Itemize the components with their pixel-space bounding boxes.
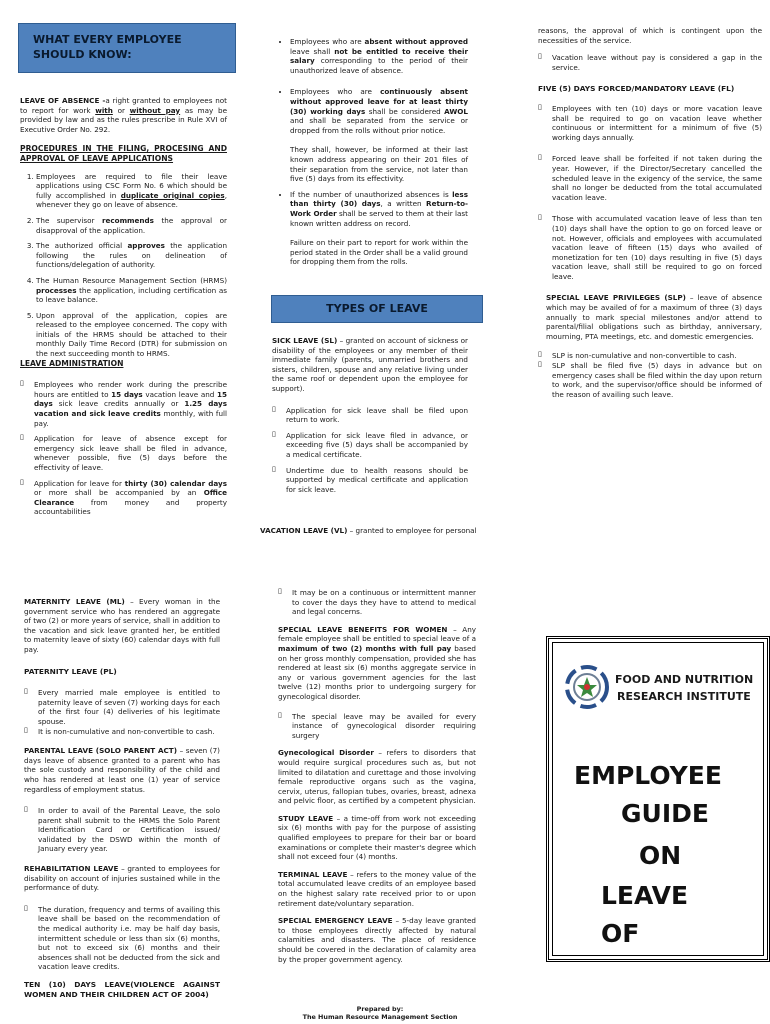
text: – Any female employee shall be entitled to special leave of a [278,624,476,644]
types-of-leave-title: TYPES OF LEAVE [326,302,428,315]
text: with [95,105,113,115]
list-item: ▯ Those with accumulated vacation leave of less than ten (10) days shall have the option to go on forced leave or not. However, officials and employees with accumulated vacation leave of fifteen (15) days who availed of monetization for ten (10) days resulting in five (5) days vacation leave, shall still be required to go on forced leave. [552,214,762,281]
text: Employees who are [290,87,381,97]
text: Office Clearance [34,488,227,507]
text: – granted to employees for disability on account of injuries sustained while in the performance of duty. [24,864,220,893]
special-emergency-leave-paragraph [278,916,476,964]
fnri-logo-icon [565,665,609,709]
text: Gynecological Disorder [278,748,374,758]
header-title-line2: SHOULD KNOW: [33,48,132,61]
text: duplicate original copies [120,190,225,200]
text: thirty (30) calendar days [124,478,227,488]
vl-gap-list [538,53,762,72]
cover-title-line5-clip [601,919,681,948]
text: – Every woman in the government service who has rendered an aggregate of two (2) or more years of service, shall in addition to the vacation and sick leave granted her, be entitled to maternity leave of sixty (60) calendar days with full pay. [24,597,220,654]
text: The supervisor [36,215,102,225]
list-item [36,276,227,305]
cover-title-line1: EMPLOYEE [574,761,722,790]
column-4 [24,597,220,999]
text: – refers to disorders that would require surgical procedures such as, but not limited to dilatation and curettage and those involving female reproductive organs such as the vagina, cervix, uterus, fallopian tubes, ovaries, breast, adnexa and pelvic floor, as certified by a competent physician. [278,748,476,806]
text: TERMINAL LEAVE [278,869,348,879]
terminal-leave-paragraph [278,870,476,908]
text: 15 days [34,389,227,409]
cover-panel [546,636,770,962]
prepared-by-label: Prepared by: [356,1005,404,1013]
absence-rules-list [272,37,468,267]
text: vacation leave and [142,389,217,399]
text: the application, including certification as to leave balance. [36,285,227,305]
prepared-by-block [290,1005,470,1021]
list-item [290,37,468,75]
text: – granted on account of sickness or disability of the employees or any member of their immediate family (parents, unmarried brothers and sisters, children, spouse and any relative living under the same roof or dependent upon the employee for support). [272,336,469,393]
column-1 [20,96,227,523]
cover-title-line3: ON [639,841,682,870]
institute-line1: FOOD AND NUTRITION [615,673,754,686]
leave-of-absence-paragraph [20,96,227,134]
gynecological-disorder-paragraph [278,748,476,806]
text: , a written [380,199,427,209]
list-item [36,216,227,235]
text: or more shall be accompanied by an [34,488,204,498]
paternity-leave-heading: PATERNITY LEAVE (PL) [24,666,117,676]
cover-inner-border [552,642,764,956]
list-item: ▯ Application for sick leave shall be filed upon return to work. [286,406,468,425]
sick-leave-paragraph [272,336,468,394]
institute-name [615,671,753,705]
list-item: ▯ SLP is non-cumulative and non-convertible to cash. [552,351,762,361]
rehabilitation-leave-paragraph [24,864,220,893]
slp-list [538,351,762,399]
list-item: ▯ Vacation leave without pay is considered a gap in the service. [552,53,762,72]
text: VACATION LEAVE (VL) [260,526,348,535]
rehabilitation-list [24,905,220,972]
vacation-leave-line [260,526,490,536]
awol-note: They shall, however, be informed at their last known address appearing on their 201 files of their separation from the service, not later than five (5) days from its effectivity. [290,145,468,184]
text: 1.25 days vacation and sick leave credits [34,399,227,419]
column-2 [272,37,468,273]
text: based on her gross monthly compensation, provided she has rendered at least six (6) months aggregate service in any or various government agencies for the last twelve (12) months prior to undergoing surgery for gynecological disorder. [278,643,476,701]
vawc-continued-list [278,588,476,617]
study-leave-paragraph [278,814,476,862]
list-item [34,380,227,428]
institute-line2: RESEARCH INSTITUTE [617,690,751,703]
list-item: 5. Upon approval of the application, copies are released to the employee concerned. The copy with initials of the HRMS should be attached to their monthly Daily Time Record (DTR) for submission on the next succeeding month to HRMS. [36,311,227,359]
text: Return-to-Work Order [290,199,468,218]
text: and shall be separated from the service or dropped from the rolls without prior notice. [290,116,468,135]
text: – seven (7) days leave of absence granted to a parent who has the sole custody and responsibility of the child and who has rendered at least one (1) year of service regardless of employment status. [24,746,220,794]
solo-parent-list [24,806,220,854]
list-item: ▯ Application for sick leave filed in advance, or exceeding five (5) days shall be accompanied by a medical certificate. [286,431,468,460]
text: the application following the rules on delineation of functions/delegation of authority. [36,241,227,270]
text: – refers to the money value of the total accumulated leave credits of an employee based on the highest salary rate received prior to or upon retirement date/voluntary separation. [278,869,476,908]
slp-paragraph [538,293,762,341]
paternity-leave-list [24,688,220,736]
text: The authorized official [36,241,128,251]
text: monthly, with full pay. [34,409,227,428]
text: SICK LEAVE (SL) [272,336,338,345]
text: Employees who are [290,37,365,46]
text: If the number of unauthorized absences is [290,189,453,199]
text: without pay [129,105,181,115]
list-item [34,479,227,517]
text: STUDY LEAVE [278,813,334,823]
sick-leave-list [272,406,468,495]
list-item: ▯ Application for leave of absence except for emergency sick leave shall be filed in advance, whenever possible, five (5) days before the effectivity of leave. [34,434,227,472]
text: AWOL [444,106,468,116]
text: – 5-day leave granted to those employees directly affected by natural calamities and disasters. The place of residence should be covered in the declaration of calamity area by the proper government agency. [278,916,476,964]
special-leave-women-list [278,712,476,741]
text: recommends [101,215,154,225]
list-item: ▯ SLP shall be filed five (5) days in advance but on emergency cases shall be filed within the day upon return to work, and the supervisor/office should be informed of the reason of availing such leave. [552,361,762,399]
list-item [36,172,227,210]
list-item: ▯ Employees with ten (10) days or more vacation leave shall be required to go on vacation leave whether continuous or intermittent for a minimum of five (5) working days annually. [552,104,762,142]
column-3 [538,26,762,405]
text: SPECIAL EMERGENCY LEAVE [278,916,393,926]
special-leave-women-paragraph [278,625,476,702]
text: shall be served to them at their last known written address on record. [290,208,468,228]
text: a right granted to employees not to report for work [20,96,227,115]
text: Employees are required to file their leave applications using CSC Form No. 6 which should be fully accomplished in [36,171,227,200]
text: absent without approved [364,37,468,46]
dropping-note: Failure on their part to report for work within the period stated in the Order shall be a valid ground for dropping them from the rolls. [290,238,468,267]
list-item: ▯ The special leave may be availed for every instance of gynecological disorder requiring surgery [292,712,476,741]
text: continuously absent without approved leave for at least thirty (30) working days [290,87,468,116]
cover-title-line2: GUIDE [621,799,709,828]
forced-leave-list [538,104,762,282]
text: Employees who render work during the prescribe hours are entitled to [34,380,227,399]
list-item: ▯ Every married male employee is entitled to paternity leave of seven (7) working days for each of the first four (4) deliveries of his legitimate spouse. [38,688,220,726]
prepared-by-org: The Human Resource Management Section [302,1013,458,1021]
vawc-heading: TEN (10) DAYS LEAVE(VIOLENCE AGAINST WOMEN AND THEIR CHILDREN ACT OF 2004) [24,980,220,999]
text: , whenever they go on leave of absence. [36,190,227,210]
maternity-leave-paragraph [24,597,220,655]
solo-parent-paragraph [24,746,220,794]
text: – a time-off from work not exceeding six (6) months with pay for the purpose of assisting qualified employees to prepare for their bar or board examinations or complete their master's degree which shall not exceed four (4) months. [278,813,476,862]
cover-title-line4: LEAVE [601,881,689,910]
text: approves [127,241,165,251]
list-item [36,241,227,270]
list-item: ▯ It is non-cumulative and non-convertible to cash. [38,727,220,737]
procedures-heading: PROCEDURES IN THE FILING, PROCESING AND APPROVAL OF LEAVE APPLICATIONS [20,144,227,163]
text: not be entitled to receive their salary [290,46,468,66]
text: Application for leave for [34,478,125,488]
leave-of-absence-term: LEAVE OF ABSENCE - [20,96,106,105]
text: 15 days [111,389,143,399]
text: less than thirty (30) days [290,189,468,209]
text: or [112,105,130,115]
text: MATERNITY LEAVE (ML) [24,597,125,606]
list-item: ▯ Forced leave shall be forfeited if not taken during the year. However, if the Director/Secretary cancelled the scheduled leave in the exigency of the service, the same shall no longer be deducted from the total accumulated vacation leave. [552,154,762,202]
types-of-leave-box [271,295,483,323]
text: – leave of absence which may be availed of for a maximum of three (3) days annually to mark special milestones and/or attend to parental/filial obligations such as birthday, anniversary, mourning, PTA meetings, etc. and domestic emergencies. [546,293,762,341]
text: corresponding to the period of their unauthorized leave of absence. [290,56,468,75]
text: processes [36,285,77,295]
text: as may be provided by law and as the rules prescribe in Rule XVI of Executive Order No. 292. [20,105,227,134]
column-5 [278,588,476,970]
text: PARENTAL LEAVE (SOLO PARENT ACT) [24,746,177,756]
text: shall be considered [365,106,445,116]
leave-administration-heading: LEAVE ADMINISTRATION [20,358,124,368]
list-item [290,87,468,183]
text: sick leave credits annually or [52,399,185,409]
header-title-box [18,23,236,73]
text: leave shall [290,46,335,56]
text: the approval or disapproval of the application. [36,215,227,235]
text: from money and property accountabilities [34,497,227,517]
text: SPECIAL LEAVE PRIVILEGES (SLP) [546,293,686,303]
administration-list [20,380,227,517]
header-title-line1: WHAT EVERY EMPLOYEE [33,33,182,46]
vacation-leave-continued: reasons, the approval of which is contingent upon the necessities of the service. [538,26,762,45]
forced-leave-heading: FIVE (5) DAYS FORCED/MANDATORY LEAVE (FL) [538,84,735,94]
text: maximum of two (2) months with full pay [278,643,452,653]
list-item [290,190,468,267]
column-2-lower [272,336,468,500]
list-item: ▯ Undertime due to health reasons should be supported by medical certificate and application for sick leave. [286,466,468,495]
text: The Human Resource Management Section (HRMS) [36,275,227,285]
text: SPECIAL LEAVE BENEFITS FOR WOMEN [278,624,448,634]
procedures-list [20,172,227,359]
list-item: ▯ The duration, frequency and terms of availing this leave shall be based on the recommendation of the medical authority i.e. may be half day basis, intermittent schedule or less than six (6) months, but not to exceed six (6) months and their absences shall not be deducted from the sick and vacation leave credits. [38,905,220,972]
list-item: ▯ It may be on a continuous or intermittent manner to cover the days they have to attend to medical and legal concerns. [292,588,476,617]
list-item: ▯ In order to avail of the Parental Leave, the solo parent shall submit to the HRMS the Solo Parent Identification Card or Certification issued/ validated by the DSWD within the month of January every year. [38,806,220,854]
text: REHABILITATION LEAVE [24,864,119,874]
cover-title-line5: OF [601,919,640,948]
text: – granted to employee for personal [347,526,477,535]
